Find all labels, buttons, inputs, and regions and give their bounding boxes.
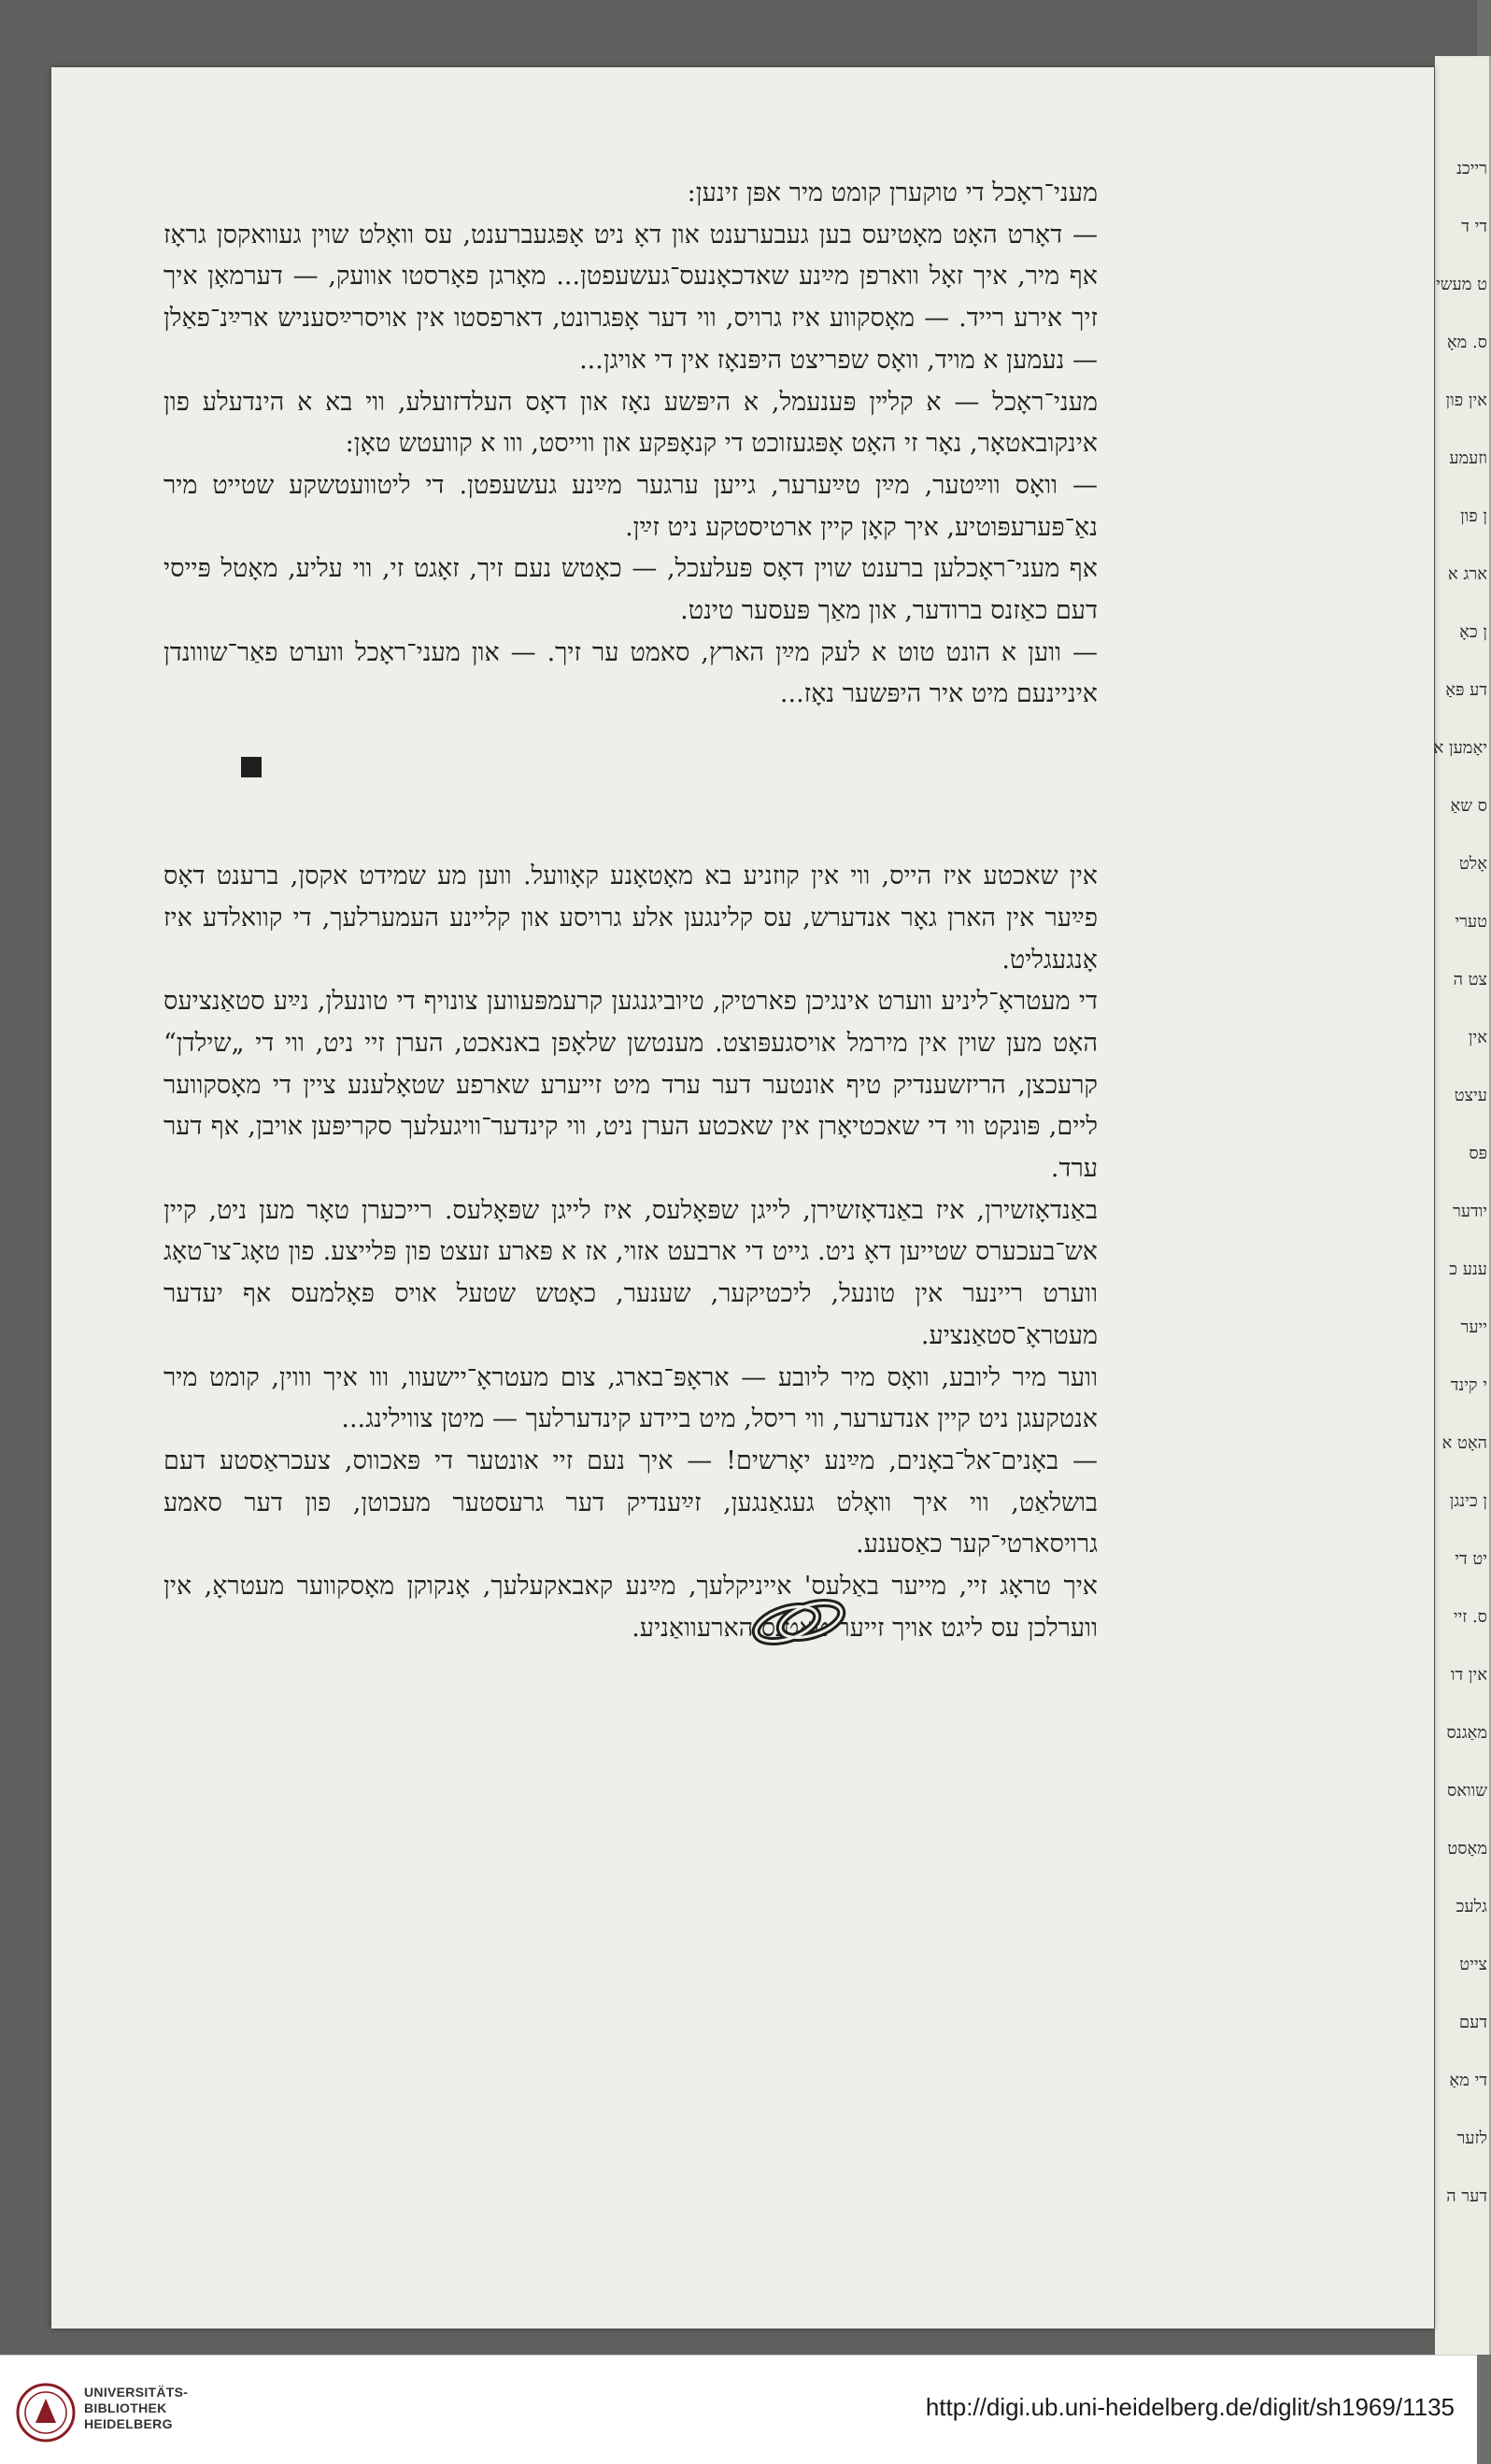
edge-text-fragment: פּס xyxy=(1469,1144,1487,1163)
edge-text-fragment: אין פון xyxy=(1445,391,1487,410)
paragraph: ווער מיר ליובע, וואָס מיר ליובע — אראָפּ־בארג, צום מעטראָ־יישעוו, ווו איך וווין, קומט מיר אנטקעגן ניט קיין אנדערער, ווי ריסל, מיט ביידע קינדערלעך — מיטן צווילינג... xyxy=(163,1362,1098,1434)
edge-text-fragment: אין xyxy=(1468,1028,1487,1047)
edge-text-fragment: אין דו xyxy=(1450,1665,1487,1685)
edge-text-fragment: ארג א xyxy=(1447,564,1487,584)
edge-text-fragment: ן כינגן xyxy=(1449,1491,1487,1511)
edge-text-fragment: ן פון xyxy=(1460,506,1487,526)
edge-text-fragment: צייט xyxy=(1459,1955,1487,1974)
edge-text-fragment: אָלט xyxy=(1458,854,1487,874)
edge-text-fragment: ט מעשי xyxy=(1436,275,1487,294)
edge-text-fragment: ס. מאָ xyxy=(1446,333,1487,352)
library-name xyxy=(84,2385,215,2432)
edge-text-fragment: יט די xyxy=(1455,1549,1487,1569)
edge-text-fragment: ס שאַ xyxy=(1450,796,1487,816)
edge-text-fragment: וזעמע xyxy=(1449,449,1487,468)
edge-text-fragment: גלעכ xyxy=(1456,1897,1487,1916)
edge-text-fragment: דער ה xyxy=(1446,2186,1487,2206)
paragraph: אף מעני־ראָכלען ברענט שוין דאָס פּעלעכל, — כאָטש נעם זיך, זאָגט זי, ווי עליע, מאָטל פּייסי דעם כאַזנס ברודער, און מאַך פּעסער טינט. xyxy=(163,554,1098,626)
paragraph: — באָנים־אל־באָנים, מײַנע יאָרשים! — איך נעם זיי אונטער די פּאכווס, צעכראַסטע דעם בושלאַט, ווי איך וואָלט געגאַנגען, זײַענדיק דער גרעסטער מעכוטן, פון דער סאמע גרויסארטי־קער כאַסענע. xyxy=(163,1446,1098,1560)
edge-text-fragment: טערי xyxy=(1455,912,1487,932)
edge-text-fragment: יודער xyxy=(1452,1202,1487,1221)
section-break-square xyxy=(241,757,262,777)
edge-text-fragment: די ד xyxy=(1461,217,1487,236)
edge-text-fragment: רייכנ xyxy=(1456,159,1487,178)
show-through-ghost xyxy=(696,1674,1182,2272)
edge-text-fragment: ענע כ xyxy=(1449,1260,1487,1279)
edge-text-fragment: יאָמען א xyxy=(1433,738,1487,758)
paragraph: אין שאכטע איז הייס, ווי אין קוזניע בא מאָטאָנע קאָוועל. ווען מע שמידט אקסן, ברענט דאָס פײַער אין הארן גאָר אנדערש, עס קלינגען אלע גרויסע און קליינע העמערלעך, די קוואלדע איז אָנגעגליט. xyxy=(163,862,1098,975)
permalink-url[interactable]: http://digi.ub.uni-heidelberg.de/diglit/sh1969/1135 xyxy=(925,2393,1455,2421)
paragraph: — ווען א הונט טוט א לעק מײַן הארץ, סאמט ער זיך. — און מעני־ראָכל ווערט פאַר־שווונדן איניינעם מיט איר היפּשער נאָז... xyxy=(163,637,1098,709)
university-seal-icon xyxy=(15,2382,77,2443)
edge-text-fragment: האָט א xyxy=(1441,1433,1487,1453)
edge-text-fragment: מאַגנס xyxy=(1446,1723,1487,1743)
edge-text-fragment: ן כאָ xyxy=(1459,622,1487,642)
viewer-footer xyxy=(0,2355,1477,2464)
edge-text-fragment: די מאַ xyxy=(1449,2071,1487,2090)
edge-text-fragment: דע פּאַ xyxy=(1445,680,1487,700)
library-name-line: BIBLIOTHEK xyxy=(84,2400,167,2415)
paragraph: די מעטראָ־ליניע ווערט אינגיכן פארטיק, טיוביגנגען קרעמפּעווען צונויף די טונעלן, נײַע סטאַנציעס האָט מען שוין אין מירמל אויסגעפּוצט. מענטשן שלאָפן באנאכט, הערן זיי ניט, ווי די „שילדן“ קרעכצן, הריזשענדיק טיף אונטער דער ערד מיט זייערע שארפע שטאָלענע ציין די מאָסקווער ליים, פּונקט ווי די שאכטיאָרן אין שאכטע הערן ניט, ווי קינדער־וויגעלעך סקריפּען אויבן, אף דער ערד. xyxy=(163,987,1098,1184)
edge-text-fragment: מאָסט xyxy=(1447,1839,1487,1859)
paragraph: — וואָס ווײַטער, מײַן טײַערער, גייען ערגער מײַנע געשעפטן. די ליטוועטשקע שטייט מיר נאַ־פּערעפּוטיע, איך קאָן קיין ארטיסטקע ניט זײַן. xyxy=(163,470,1098,542)
adjacent-page-edge xyxy=(1435,56,1491,2355)
paragraph: באַנדאָזשירן, איז באַנדאָזשירן, לייגן שפּאָלעס, איז לייגן שפּאָלעס. רייכערן טאָר מען ניט, קיין אש־בעכערס שטייען דאָ ניט. גייט די ארבעט אזוי, אז א פּארע זעצט פון פּלייצע. פון טאָג־צו־טאָג ווערט ריינער אין טונעל, ליכטיקער, שענער, כאָטש שטעל אויס פּאָלמעס אף יעדער מעטראָ־סטאַנציע. xyxy=(163,1195,1098,1350)
edge-text-fragment: לזער xyxy=(1456,2129,1487,2148)
library-name-line: UNIVERSITÄTS- xyxy=(84,2385,189,2400)
body-text xyxy=(163,173,1098,1650)
edge-text-fragment: י קינד xyxy=(1450,1375,1487,1395)
edge-text-fragment: דעם xyxy=(1458,2013,1487,2032)
edge-text-fragment: ייער xyxy=(1460,1317,1487,1337)
paragraph: — דאָרט האָט מאָטיעס בען געבערענט און דאָ ניט אָפּגעברענט, עס וואָלט שוין געוואקסן גראָז אף מיר, איך זאָל ווארפן מײַנע שאדכאָנעס־געשעפטן... מאָרגן פאָרסטו אוועק, — דערמאָן איך זיך אירע רייד. — מאָסקווע איז גרויס, ווי דער אָפּגרונט, דארפסטו אין אויסרײַסעניש ארײַנ־פאַלן — נעמען א מויד, וואָס שפריצט היפּנאָז אין די אויגן... xyxy=(163,220,1098,375)
paragraph: מעני־ראָכל — א קלײן פּענעמל, א היפּשע נאָז און דאָס העלדזועלע, ווי בא א הינדעלע פון אינקובאטאָר, נאָר זי האָט אָפּגעזוכט די קנאָפּקע און ווייסט, ווו א קוועטש טאָן: xyxy=(163,387,1098,459)
edge-text-fragment: ס. זיי xyxy=(1453,1607,1487,1627)
edge-text-fragment: צט ה xyxy=(1453,970,1487,990)
library-name-line: HEIDELBERG xyxy=(84,2416,173,2431)
paragraph: מעני־ראָכל די טוקערן קומט מיר אפּן זינען: xyxy=(687,178,1098,207)
paragraph: איך טראָג זיי, מייער באַלעס' אייניקלעך, מײַנע קאבאקעלעך, אָנקוקן מאָסקווער מעטראָ, אין ווערלכן עס ליגט אויך זייער טאטנס הארעוואַניע. xyxy=(163,1572,1098,1643)
ornament-knot-icon xyxy=(747,1594,850,1650)
edge-text-fragment: עיצט xyxy=(1454,1086,1487,1105)
edge-text-fragment: שוואס xyxy=(1447,1781,1487,1801)
